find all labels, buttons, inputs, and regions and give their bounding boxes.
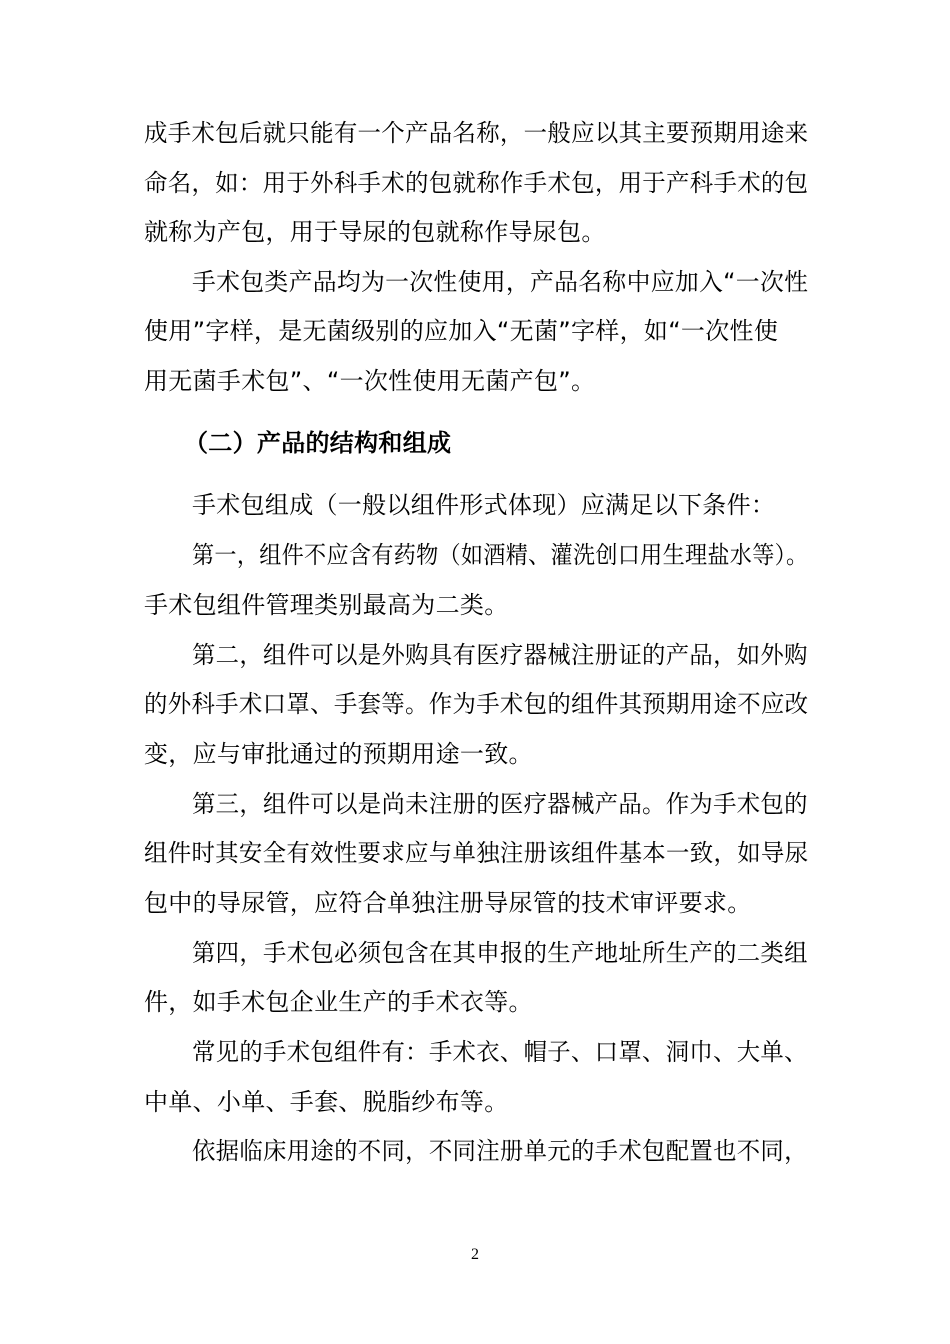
text-line: 包中的导尿管，应符合单独注册导尿管的技术审评要求。 [144,889,752,917]
text-line: 手术包组件管理类别最高为二类。 [144,591,509,619]
section-heading: （二）产品的结构和组成 [184,429,452,457]
text-line: 第二，组件可以是外购具有医疗器械注册证的产品，如外购 [192,641,808,669]
text-line: 依据临床用途的不同，不同注册单元的手术包配置也不同， [192,1137,808,1165]
text-line: 变，应与审批通过的预期用途一致。 [144,740,533,768]
text-line: 成手术包后就只能有一个产品名称，一般应以其主要预期用途来 [144,119,809,147]
text-line: 中单、小单、手套、脱脂纱布等。 [144,1088,509,1116]
text-line: 用无菌手术包”、“一次性使用无菌产包”。 [144,367,596,395]
text-line: 第一，组件不应含有药物（如酒精、灌洗创口用生理盐水等）。 [192,541,809,569]
page-number: 2 [471,1246,479,1263]
text-line: 手术包组成（一般以组件形式体现）应满足以下条件： [192,491,776,519]
text-line: 命名，如：用于外科手术的包就称作手术包，用于产科手术的包 [144,169,809,197]
text-line: 使用”字样，是无菌级别的应加入“无菌”字样，如“一次性使 [144,317,779,345]
text-line: 件，如手术包企业生产的手术衣等。 [144,988,533,1016]
text-line: 的外科手术口罩、手套等。作为手术包的组件其预期用途不应改 [144,690,809,718]
text-line: 第三，组件可以是尚未注册的医疗器械产品。作为手术包的 [192,790,808,818]
text-line: 就称为产包，用于导尿的包就称作导尿包。 [144,218,606,246]
text-line: 第四，手术包必须包含在其申报的生产地址所生产的二类组 [192,939,808,967]
text-line: 常见的手术包组件有：手术衣、帽子、口罩、洞巾、大单、 [192,1038,808,1066]
text-line: 组件时其安全有效性要求应与单独注册该组件基本一致，如导尿 [144,839,809,867]
text-line: 手术包类产品均为一次性使用，产品名称中应加入“一次性 [192,268,809,296]
